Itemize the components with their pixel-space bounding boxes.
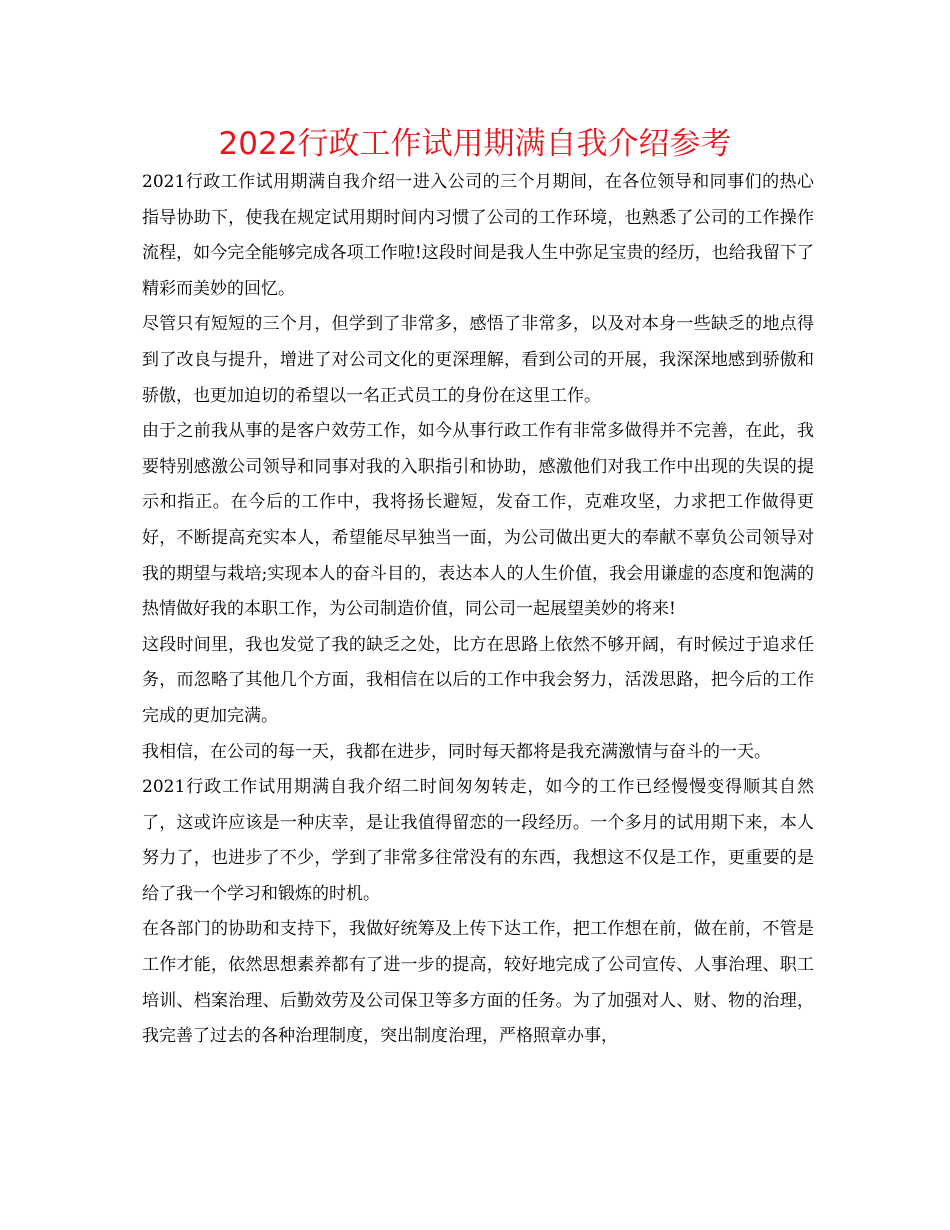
paragraph: 2021行政工作试用期满自我介绍二时间匆匆转走，如今的工作已经慢慢变得顺其自然了，这或许应该是一种庆幸，是让我值得留恋的一段经历。一个多月的试用期下来，本人努力了，也进步了不少，学到了非常多往常没有的东西，我想这不仅是工作，更重要的是给了我一个学习和锻炼的时机。 bbox=[142, 777, 814, 904]
document-title: 2022行政工作试用期满自我介绍参考 bbox=[218, 126, 732, 162]
paragraph: 这段时间里，我也发觉了我的缺乏之处，比方在思路上依然不够开阔，有时候过于追求任务，而忽略了其他几个方面，我相信在以后的工作中我会努力，活泼思路，把今后的工作完成的更加完满。 bbox=[142, 634, 814, 726]
paragraph: 尽管只有短短的三个月，但学到了非常多，感悟了非常多，以及对本身一些缺乏的地点得到了改良与提升，增进了对公司文化的更深理解，看到公司的开展，我深深地感到骄傲和骄傲，也更加迫切的希望以一名正式员工的身份在这里工作。 bbox=[142, 314, 814, 406]
paragraph: 我相信，在公司的每一天，我都在进步，同时每天都将是我充满激情与奋斗的一天。 bbox=[142, 741, 771, 762]
paragraph: 2021行政工作试用期满自我介绍一进入公司的三个月期间，在各位领导和同事们的热心指导协助下，使我在规定试用期时间内习惯了公司的工作环境，也熟悉了公司的工作操作流程，如今完全能够完成各项工作啦!这段时间是我人生中弥足宝贵的经历，也给我留下了精彩而美妙的回忆。 bbox=[142, 172, 814, 299]
document-body bbox=[142, 165, 814, 1055]
paragraph: 由于之前我从事的是客户效劳工作，如今从事行政工作有非常多做得并不完善，在此，我要特别感激公司领导和同事对我的入职指引和协助，感激他们对我工作中出现的失误的提示和指正。在今后的工作中，我将扬长避短，发奋工作，克难攻坚，力求把工作做得更好，不断提高充实本人，希望能尽早独当一面，为公司做出更大的奉献不辜负公司领导对我的期望与栽培;实现本人的奋斗目的，表达本人的人生价值，我会用谦虚的态度和饱满的热情做好我的本职工作，为公司制造价值，同公司一起展望美妙的将来! bbox=[142, 421, 814, 620]
paragraph: 在各部门的协助和支持下，我做好统筹及上传下达工作，把工作想在前，做在前，不管是工作才能，依然思想素养都有了进一步的提高，较好地完成了公司宣传、人事治理、职工培训、档案治理、后勤效劳及公司保卫等多方面的任务。为了加强对人、财、物的治理，我完善了过去的各种治理制度，突出制度治理，严格照章办事， bbox=[142, 919, 814, 1047]
